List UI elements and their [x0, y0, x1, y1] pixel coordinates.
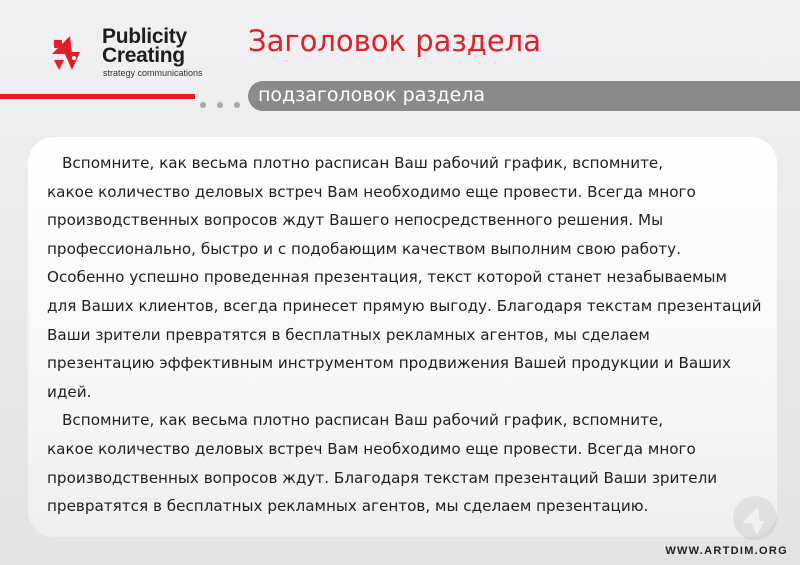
footer-website: WWW.ARTDIM.ORG [665, 545, 788, 557]
text-line: для Ваших клиентов, всегда принесет прямую выгоду. Благодаря текстам презентаций [47, 296, 762, 315]
logo-text-line2: Creating [102, 44, 185, 67]
paragraph-2 [47, 406, 777, 520]
text-line: профессионально, быстро и с подобающим качеством выполним свою работу. [47, 239, 681, 258]
separator-dot [200, 102, 206, 108]
text-line: презентацию эффективным инструментом продвижения Вашей продукции и Ваших [47, 354, 731, 373]
section-title: Заголовок раздела [248, 24, 541, 58]
text-line: идей. [47, 382, 92, 401]
watermark-logo-icon [732, 495, 778, 541]
company-logo [50, 22, 203, 82]
logo-text-line1: Publicity [102, 25, 187, 48]
text-line: Вспомните, как весьма плотно расписан Ваш рабочий график, вспомните, [62, 154, 664, 172]
text-line: производственных вопросов ждут. Благодаря текстам презентаций Ваши зрители [47, 468, 718, 487]
separator-dot [217, 102, 223, 108]
separator-dots [200, 93, 251, 101]
publicity-creating-logo-icon [50, 30, 96, 76]
content-panel [28, 137, 777, 537]
paragraph-1 [47, 149, 777, 406]
subtitle-bar [248, 81, 800, 111]
text-line: Ваши зрители превратятся в бесплатных рекламных агентов, мы сделаем [47, 325, 650, 344]
text-line: Особенно успешно проведенная презентация, текст которой станет незабываемым [47, 268, 727, 287]
logo-tagline: strategy communications [103, 68, 203, 78]
section-subtitle: подзаголовок раздела [258, 84, 486, 106]
text-line: превратятся в бесплатных рекламных агентов, мы сделаем презентацию. [47, 497, 649, 516]
text-line: какое количество деловых встреч Вам необходимо еще провести. Всегда много [47, 182, 696, 201]
separator-dot [234, 102, 240, 108]
text-line: Вспомните, как весьма плотно расписан Ваш рабочий график, вспомните, [62, 411, 664, 430]
text-line: какое количество деловых встреч Вам необходимо еще провести. Всегда много [47, 439, 696, 458]
accent-bar [0, 94, 195, 99]
text-line: производственных вопросов ждут Вашего непосредственного решения. Мы [47, 211, 664, 230]
body-text [47, 149, 777, 521]
